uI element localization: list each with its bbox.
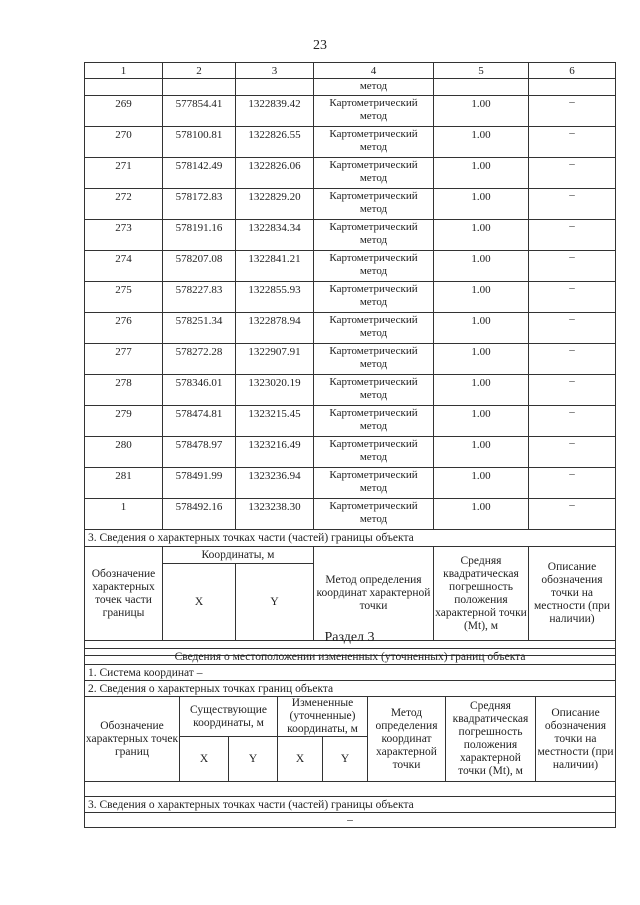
description-value: –: [529, 220, 616, 251]
description-value: –: [529, 499, 616, 530]
x-coordinate: 578492.16: [163, 499, 236, 530]
method-cell: [314, 344, 434, 375]
accuracy-value: 1.00: [434, 344, 529, 375]
accuracy-value: 1.00: [434, 189, 529, 220]
method-cell: [314, 189, 434, 220]
accuracy-header: Средняя квадратическая погрешность положения характерной точки (Mt), м: [434, 547, 529, 641]
description-header: Описание обозначения точки на местности (при наличии): [529, 547, 616, 641]
method-line: Картометрический: [329, 500, 418, 512]
method-header: Метод определения координат характерной точки: [314, 547, 434, 641]
section3-title: 3. Сведения о характерных точках части (частей) границы объекта: [85, 530, 616, 547]
method-line: метод: [359, 482, 388, 494]
table2-title: Сведения о местоположении измененных (уточненных) границ объекта: [85, 649, 616, 665]
table-row: [85, 437, 616, 468]
t2-dash-row: [85, 813, 616, 828]
dash-cell: –: [85, 641, 616, 656]
point-number: 280: [85, 437, 163, 468]
method-line: метод: [359, 265, 388, 277]
method-cell: [314, 251, 434, 282]
y-coordinate: 1322834.34: [236, 220, 314, 251]
accuracy-value: 1.00: [434, 437, 529, 468]
x-coordinate: 578491.99: [163, 468, 236, 499]
point-number: 276: [85, 313, 163, 344]
t2-dash-cell: –: [85, 813, 616, 828]
accuracy-value: 1.00: [434, 251, 529, 282]
existing-coords-header: Существующие координаты, м: [180, 697, 278, 737]
description-value: –: [529, 344, 616, 375]
description-value: –: [529, 468, 616, 499]
y-coordinate: 1323236.94: [236, 468, 314, 499]
method-line: метод: [359, 451, 388, 463]
method-cell: [314, 158, 434, 189]
method-cell: [314, 96, 434, 127]
t2-section3-text: 3. Сведения о характерных точках части (частей) границы объекта: [85, 797, 616, 813]
x-coordinate: 578272.28: [163, 344, 236, 375]
accuracy-value: 1.00: [434, 220, 529, 251]
point-number: 270: [85, 127, 163, 158]
y-coordinate: 1322829.20: [236, 189, 314, 220]
method-cell: [314, 437, 434, 468]
x-coordinate: 578191.16: [163, 220, 236, 251]
x-coordinate: 578100.81: [163, 127, 236, 158]
changed-boundaries-table: [84, 648, 616, 828]
table-row: [85, 282, 616, 313]
col-header: 2: [163, 63, 236, 79]
x-coordinate: 577854.41: [163, 96, 236, 127]
y-coordinate: 1322826.55: [236, 127, 314, 158]
table-row: [85, 313, 616, 344]
method-cell: [314, 282, 434, 313]
method-cell: [314, 375, 434, 406]
y-coordinate: 1323216.49: [236, 437, 314, 468]
changed-coords-header: Измененные (уточненные) координаты, м: [278, 697, 368, 737]
section3-row: [85, 530, 616, 547]
coord-system-text: 1. Система координат –: [85, 665, 616, 681]
table-row: [85, 406, 616, 437]
point-number: 275: [85, 282, 163, 313]
method-line: Картометрический: [329, 407, 418, 419]
x-coordinate: 578142.49: [163, 158, 236, 189]
method-line: Картометрический: [329, 314, 418, 326]
method-line: Картометрический: [329, 97, 418, 109]
method-line: Картометрический: [329, 376, 418, 388]
point-number: 281: [85, 468, 163, 499]
subheader-row: [85, 547, 616, 564]
method-cell: [314, 406, 434, 437]
col-header: 4: [314, 63, 434, 79]
points-info-row: [85, 681, 616, 697]
col-header: 1: [85, 63, 163, 79]
y-coordinate: 1322878.94: [236, 313, 314, 344]
accuracy-value: 1.00: [434, 127, 529, 158]
accuracy-value: 1.00: [434, 499, 529, 530]
method-cell: [314, 313, 434, 344]
method-line: метод: [359, 513, 388, 525]
table-row: [85, 220, 616, 251]
description-value: –: [529, 437, 616, 468]
method-line: метод: [359, 234, 388, 246]
x-coordinate: 578227.83: [163, 282, 236, 313]
method-line: Картометрический: [329, 221, 418, 233]
table-row-continuation: [85, 79, 616, 96]
method-line: Картометрический: [329, 128, 418, 140]
x-coordinate: 578172.83: [163, 189, 236, 220]
t2-subheader-row: [85, 697, 616, 737]
point-number: 278: [85, 375, 163, 406]
method-line: метод: [359, 389, 388, 401]
point-number: 272: [85, 189, 163, 220]
description-value: –: [529, 251, 616, 282]
table-row: [85, 344, 616, 375]
method-line: метод: [359, 203, 388, 215]
method-line: Картометрический: [329, 252, 418, 264]
method-line: метод: [359, 172, 388, 184]
table-row: [85, 189, 616, 220]
table-row: [85, 499, 616, 530]
description-value: –: [529, 189, 616, 220]
method-cell: [314, 499, 434, 530]
t2-empty-row: [85, 782, 616, 797]
method-line: метод: [359, 358, 388, 370]
accuracy-value: 1.00: [434, 282, 529, 313]
y-coordinate: 1323215.45: [236, 406, 314, 437]
point-number: 1: [85, 499, 163, 530]
point-number: 274: [85, 251, 163, 282]
accuracy-value: 1.00: [434, 375, 529, 406]
col-header: 5: [434, 63, 529, 79]
description-value: –: [529, 406, 616, 437]
t2-designation-header: Обозначение характерных точек границ: [85, 697, 180, 782]
col-header: 3: [236, 63, 314, 79]
t2-description-header: Описание обозначения точки на местности (при наличии): [536, 697, 616, 782]
accuracy-value: 1.00: [434, 406, 529, 437]
method-line: Картометрический: [329, 190, 418, 202]
table-row: [85, 375, 616, 406]
x-coordinate: 578346.01: [163, 375, 236, 406]
t2-accuracy-header: Средняя квадратическая погрешность положения характерной точки (Mt), м: [446, 697, 536, 782]
t2-x2-header: X: [278, 737, 323, 782]
x-coordinate: 578251.34: [163, 313, 236, 344]
accuracy-value: 1.00: [434, 158, 529, 189]
point-number: 273: [85, 220, 163, 251]
x-coordinate: 578474.81: [163, 406, 236, 437]
method-line: метод: [359, 420, 388, 432]
points-info-text: 2. Сведения о характерных точках границ объекта: [85, 681, 616, 697]
description-value: –: [529, 96, 616, 127]
page-number: 23: [313, 38, 327, 53]
y-coordinate: 1323020.19: [236, 375, 314, 406]
description-value: –: [529, 127, 616, 158]
method-line: метод: [359, 110, 388, 122]
method-line: метод: [359, 141, 388, 153]
boundary-points-table: [84, 62, 616, 656]
table2-title-row: [85, 649, 616, 665]
method-cell: [314, 127, 434, 158]
point-number: 269: [85, 96, 163, 127]
t2-section3-row: [85, 797, 616, 813]
section-heading: Раздел 3: [324, 630, 375, 645]
table-row: [85, 468, 616, 499]
method-cell: метод: [314, 79, 434, 96]
table-row: [85, 158, 616, 189]
description-value: –: [529, 282, 616, 313]
t2-x1-header: X: [180, 737, 229, 782]
method-line: Картометрический: [329, 469, 418, 481]
coord-system-row: [85, 665, 616, 681]
point-number: 279: [85, 406, 163, 437]
x-coordinate: 578478.97: [163, 437, 236, 468]
y-header: Y: [236, 564, 314, 641]
y-coordinate: 1323238.30: [236, 499, 314, 530]
t2-y1-header: Y: [229, 737, 278, 782]
x-coordinate: 578207.08: [163, 251, 236, 282]
y-coordinate: 1322907.91: [236, 344, 314, 375]
method-cell: [314, 468, 434, 499]
description-value: –: [529, 313, 616, 344]
col-header: 6: [529, 63, 616, 79]
coords-header: Координаты, м: [163, 547, 314, 564]
y-coordinate: 1322855.93: [236, 282, 314, 313]
method-line: Картометрический: [329, 159, 418, 171]
accuracy-value: 1.00: [434, 468, 529, 499]
method-line: Картометрический: [329, 283, 418, 295]
column-number-row: [85, 63, 616, 79]
x-header: X: [163, 564, 236, 641]
t2-y2-header: Y: [323, 737, 368, 782]
y-coordinate: 1322841.21: [236, 251, 314, 282]
point-number: 277: [85, 344, 163, 375]
description-value: –: [529, 158, 616, 189]
y-coordinate: 1322839.42: [236, 96, 314, 127]
table-row: [85, 251, 616, 282]
method-line: метод: [359, 327, 388, 339]
y-coordinate: 1322826.06: [236, 158, 314, 189]
accuracy-value: 1.00: [434, 96, 529, 127]
description-value: –: [529, 375, 616, 406]
point-number: 271: [85, 158, 163, 189]
method-line: метод: [359, 296, 388, 308]
method-line: Картометрический: [329, 438, 418, 450]
method-cell: [314, 220, 434, 251]
method-line: Картометрический: [329, 345, 418, 357]
designation-header: Обозначение характерных точек части границы: [85, 547, 163, 641]
accuracy-value: 1.00: [434, 313, 529, 344]
table-row: [85, 96, 616, 127]
t2-method-header: Метод определения координат характерной точки: [368, 697, 446, 782]
table-row: [85, 127, 616, 158]
